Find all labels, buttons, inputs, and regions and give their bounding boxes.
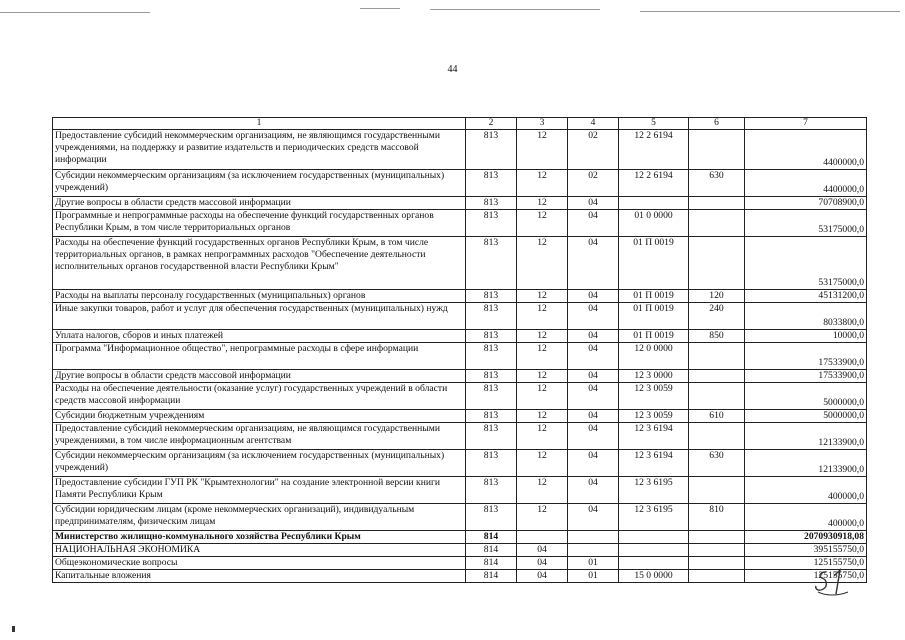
table-row	[53, 450, 867, 477]
row-subsection-code: 04	[568, 197, 619, 210]
row-target-article-code	[619, 544, 689, 557]
table-row	[53, 330, 867, 343]
row-target-article-code: 01 П 0019	[619, 330, 689, 343]
row-amount: 2070930918,08	[745, 531, 867, 544]
row-amount: 12133900,0	[745, 450, 867, 477]
row-department-code: 813	[466, 504, 517, 531]
row-expense-type-code	[689, 544, 745, 557]
table-row	[53, 423, 867, 450]
table-row	[53, 477, 867, 504]
row-section-code: 04	[517, 557, 568, 570]
row-target-article-code: 12 3 0059	[619, 410, 689, 423]
row-section-code: 12	[517, 303, 568, 330]
table-row	[53, 557, 867, 570]
row-description: Субсидии некоммерческим организациям (за исключением государственных (муниципальных) учреждений)	[53, 170, 466, 197]
row-amount: 10000,0	[745, 330, 867, 343]
row-section-code: 12	[517, 237, 568, 290]
row-subsection-code: 04	[568, 450, 619, 477]
row-amount: 12133900,0	[745, 423, 867, 450]
row-description: Субсидии юридическим лицам (кроме некоммерческих организаций), индивидуальным предпринимателям, физическим лицам	[53, 504, 466, 531]
row-description: Расходы на выплаты персоналу государственных (муниципальных) органов	[53, 290, 466, 303]
row-description: Расходы на обеспечение функций государственных органов Республики Крым, в том числе территориальных органов, в рамках непрограммных расходов "Обеспечение деятельности исполнительных органов государственной власти Республики Крым"	[53, 237, 466, 290]
row-section-code: 12	[517, 370, 568, 383]
row-target-article-code: 01 0 0000	[619, 210, 689, 237]
row-description: Предоставление субсидии ГУП РК "Крымтехнологии" на создание электронной версии книги Памяти Республики Крым	[53, 477, 466, 504]
row-subsection-code: 04	[568, 504, 619, 531]
column-header: 4	[568, 118, 619, 130]
row-subsection-code: 01	[568, 570, 619, 583]
row-amount: 53175000,0	[745, 237, 867, 290]
table-row	[53, 343, 867, 370]
row-description: Общеэкономические вопросы	[53, 557, 466, 570]
table-row	[53, 544, 867, 557]
row-department-code: 813	[466, 303, 517, 330]
scan-mark	[12, 626, 15, 632]
table-row	[53, 303, 867, 330]
row-target-article-code: 15 0 0000	[619, 570, 689, 583]
row-section-code: 12	[517, 477, 568, 504]
row-section-code: 12	[517, 410, 568, 423]
column-header: 5	[619, 118, 689, 130]
row-subsection-code: 04	[568, 343, 619, 370]
row-department-code: 813	[466, 410, 517, 423]
row-section-code: 12	[517, 343, 568, 370]
row-expense-type-code	[689, 477, 745, 504]
row-amount: 8033800,0	[745, 303, 867, 330]
row-expense-type-code	[689, 343, 745, 370]
row-expense-type-code	[689, 370, 745, 383]
row-expense-type-code	[689, 570, 745, 583]
row-expense-type-code	[689, 557, 745, 570]
budget-table	[52, 117, 867, 583]
scan-line	[0, 12, 150, 13]
row-department-code: 813	[466, 383, 517, 410]
row-department-code: 814	[466, 531, 517, 544]
row-description: Предоставление субсидий некоммерческим организациям, не являющимся государственными учреждениями, на поддержку и развитие издательств и периодических средств массовой информации	[53, 130, 466, 170]
row-amount: 125155750,0	[745, 570, 867, 583]
row-target-article-code: 12 3 0000	[619, 370, 689, 383]
row-amount: 17533900,0	[745, 370, 867, 383]
column-header: 1	[53, 118, 466, 130]
row-target-article-code: 01 П 0019	[619, 290, 689, 303]
row-section-code: 12	[517, 504, 568, 531]
row-amount: 5000000,0	[745, 410, 867, 423]
row-amount: 125155750,0	[745, 557, 867, 570]
row-target-article-code	[619, 531, 689, 544]
row-subsection-code	[568, 544, 619, 557]
row-section-code: 12	[517, 170, 568, 197]
row-expense-type-code: 850	[689, 330, 745, 343]
row-section-code: 04	[517, 570, 568, 583]
row-department-code: 813	[466, 130, 517, 170]
row-section-code: 12	[517, 210, 568, 237]
table-row	[53, 383, 867, 410]
row-subsection-code: 02	[568, 130, 619, 170]
row-target-article-code: 01 П 0019	[619, 237, 689, 290]
row-amount: 17533900,0	[745, 343, 867, 370]
row-expense-type-code	[689, 237, 745, 290]
row-subsection-code: 04	[568, 370, 619, 383]
row-target-article-code: 12 3 6194	[619, 423, 689, 450]
column-header: 7	[745, 118, 867, 130]
row-subsection-code: 04	[568, 383, 619, 410]
row-section-code: 04	[517, 544, 568, 557]
row-subsection-code	[568, 531, 619, 544]
row-section-code: 12	[517, 450, 568, 477]
row-department-code: 813	[466, 197, 517, 210]
row-section-code: 12	[517, 330, 568, 343]
row-department-code: 813	[466, 477, 517, 504]
row-target-article-code: 12 3 6195	[619, 504, 689, 531]
table-row	[53, 370, 867, 383]
row-subsection-code: 02	[568, 170, 619, 197]
table-row	[53, 170, 867, 197]
column-header: 6	[689, 118, 745, 130]
row-department-code: 813	[466, 237, 517, 290]
handwritten-signature	[812, 566, 852, 600]
row-expense-type-code: 630	[689, 170, 745, 197]
row-section-code: 12	[517, 290, 568, 303]
row-description: Субсидии бюджетным учреждениям	[53, 410, 466, 423]
column-header: 3	[517, 118, 568, 130]
row-amount: 70708900,0	[745, 197, 867, 210]
row-expense-type-code	[689, 531, 745, 544]
row-expense-type-code: 810	[689, 504, 745, 531]
row-section-code	[517, 531, 568, 544]
table-row	[53, 570, 867, 583]
row-description: Программа "Информационное общество", непрограммные расходы в сфере информации	[53, 343, 466, 370]
row-description: НАЦИОНАЛЬНАЯ ЭКОНОМИКА	[53, 544, 466, 557]
row-department-code: 813	[466, 290, 517, 303]
row-subsection-code: 04	[568, 410, 619, 423]
table-row	[53, 237, 867, 290]
row-expense-type-code	[689, 423, 745, 450]
row-description: Программные и непрограммные расходы на обеспечение функций государственных органов Республики Крым, в том числе территориальных органов	[53, 210, 466, 237]
row-section-code: 12	[517, 197, 568, 210]
row-expense-type-code	[689, 383, 745, 410]
row-expense-type-code: 630	[689, 450, 745, 477]
row-description: Расходы на обеспечение деятельности (оказание услуг) государственных учреждений в области средств массовой информации	[53, 383, 466, 410]
table-row	[53, 531, 867, 544]
row-description: Субсидии некоммерческим организациям (за исключением государственных (муниципальных) учреждений)	[53, 450, 466, 477]
row-section-code: 12	[517, 423, 568, 450]
scan-line	[640, 11, 900, 12]
row-target-article-code: 12 3 6195	[619, 477, 689, 504]
row-target-article-code: 12 0 0000	[619, 343, 689, 370]
row-target-article-code: 01 П 0019	[619, 303, 689, 330]
scan-line	[360, 8, 400, 9]
scan-line	[430, 9, 600, 10]
table-row	[53, 130, 867, 170]
row-department-code: 813	[466, 343, 517, 370]
row-section-code: 12	[517, 130, 568, 170]
row-target-article-code: 12 2 6194	[619, 130, 689, 170]
row-department-code: 814	[466, 557, 517, 570]
row-amount: 400000,0	[745, 477, 867, 504]
row-expense-type-code: 610	[689, 410, 745, 423]
table-row	[53, 197, 867, 210]
row-subsection-code: 04	[568, 330, 619, 343]
row-description: Предоставление субсидий некоммерческим организациям, не являющимся государственными учреждениями, в том числе информационным агентствам	[53, 423, 466, 450]
row-target-article-code: 12 3 0059	[619, 383, 689, 410]
table-header-row	[53, 118, 867, 130]
column-header: 2	[466, 118, 517, 130]
row-subsection-code: 04	[568, 423, 619, 450]
row-amount: 4400000,0	[745, 130, 867, 170]
row-expense-type-code: 240	[689, 303, 745, 330]
table-row	[53, 504, 867, 531]
row-department-code: 813	[466, 210, 517, 237]
row-department-code: 813	[466, 450, 517, 477]
row-subsection-code: 04	[568, 237, 619, 290]
row-amount: 45131200,0	[745, 290, 867, 303]
row-department-code: 814	[466, 570, 517, 583]
row-target-article-code	[619, 197, 689, 210]
table-row	[53, 410, 867, 423]
row-description: Другие вопросы в области средств массовой информации	[53, 370, 466, 383]
row-amount: 400000,0	[745, 504, 867, 531]
row-department-code: 814	[466, 544, 517, 557]
row-amount: 395155750,0	[745, 544, 867, 557]
row-description: Капитальные вложения	[53, 570, 466, 583]
row-expense-type-code	[689, 197, 745, 210]
row-description: Министерство жилищно-коммунального хозяйства Республики Крым	[53, 531, 466, 544]
row-expense-type-code	[689, 130, 745, 170]
row-expense-type-code: 120	[689, 290, 745, 303]
row-subsection-code: 01	[568, 557, 619, 570]
row-department-code: 813	[466, 370, 517, 383]
row-target-article-code: 12 3 6194	[619, 450, 689, 477]
row-subsection-code: 04	[568, 210, 619, 237]
row-department-code: 813	[466, 170, 517, 197]
row-description: Иные закупки товаров, работ и услуг для обеспечения государственных (муниципальных) нужд	[53, 303, 466, 330]
row-target-article-code: 12 2 6194	[619, 170, 689, 197]
row-amount: 53175000,0	[745, 210, 867, 237]
row-subsection-code: 04	[568, 303, 619, 330]
table-row	[53, 210, 867, 237]
row-department-code: 813	[466, 423, 517, 450]
row-section-code: 12	[517, 383, 568, 410]
row-subsection-code: 04	[568, 477, 619, 504]
row-description: Другие вопросы в области средств массовой информации	[53, 197, 466, 210]
page-number: 44	[447, 64, 458, 75]
row-amount: 4400000,0	[745, 170, 867, 197]
table-row	[53, 290, 867, 303]
row-description: Уплата налогов, сборов и иных платежей	[53, 330, 466, 343]
row-target-article-code	[619, 557, 689, 570]
row-amount: 5000000,0	[745, 383, 867, 410]
row-department-code: 813	[466, 330, 517, 343]
row-expense-type-code	[689, 210, 745, 237]
row-subsection-code: 04	[568, 290, 619, 303]
